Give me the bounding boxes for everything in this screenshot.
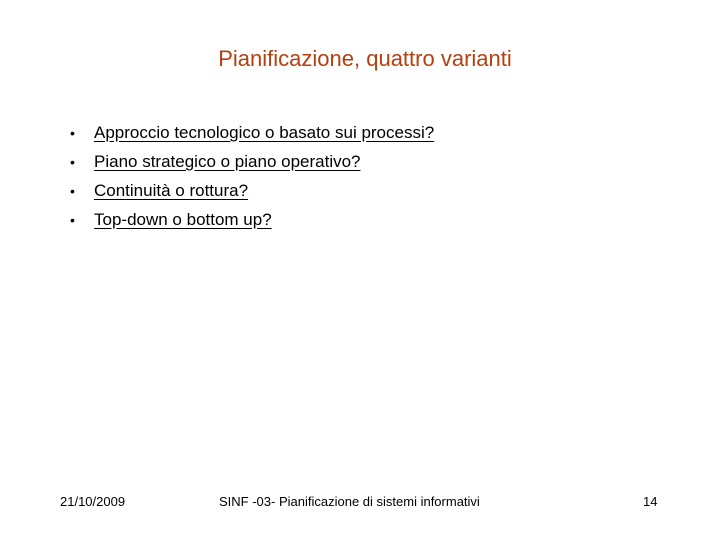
- bullet-list: [70, 118, 434, 234]
- footer-title: SINF -03- Pianificazione di sistemi informativi: [219, 494, 480, 509]
- bullet-icon: •: [70, 125, 75, 141]
- bullet-link-topdown[interactable]: Top-down o bottom up?: [94, 210, 272, 229]
- list-item: [70, 205, 434, 234]
- bullet-link-approccio[interactable]: Approccio tecnologico o basato sui processi?: [94, 123, 435, 142]
- slide-title: Pianificazione, quattro varianti: [218, 46, 512, 71]
- list-item: [70, 118, 434, 147]
- footer-date: 21/10/2009: [60, 494, 126, 509]
- list-item: [70, 176, 434, 205]
- page-number: 14: [643, 494, 658, 509]
- list-item: [70, 147, 434, 176]
- bullet-link-continuita[interactable]: Continuità o rottura?: [94, 181, 249, 200]
- bullet-link-piano[interactable]: Piano strategico o piano operativo?: [94, 152, 361, 171]
- bullet-icon: •: [70, 183, 75, 199]
- bullet-icon: •: [70, 212, 75, 228]
- bullet-icon: •: [70, 154, 75, 170]
